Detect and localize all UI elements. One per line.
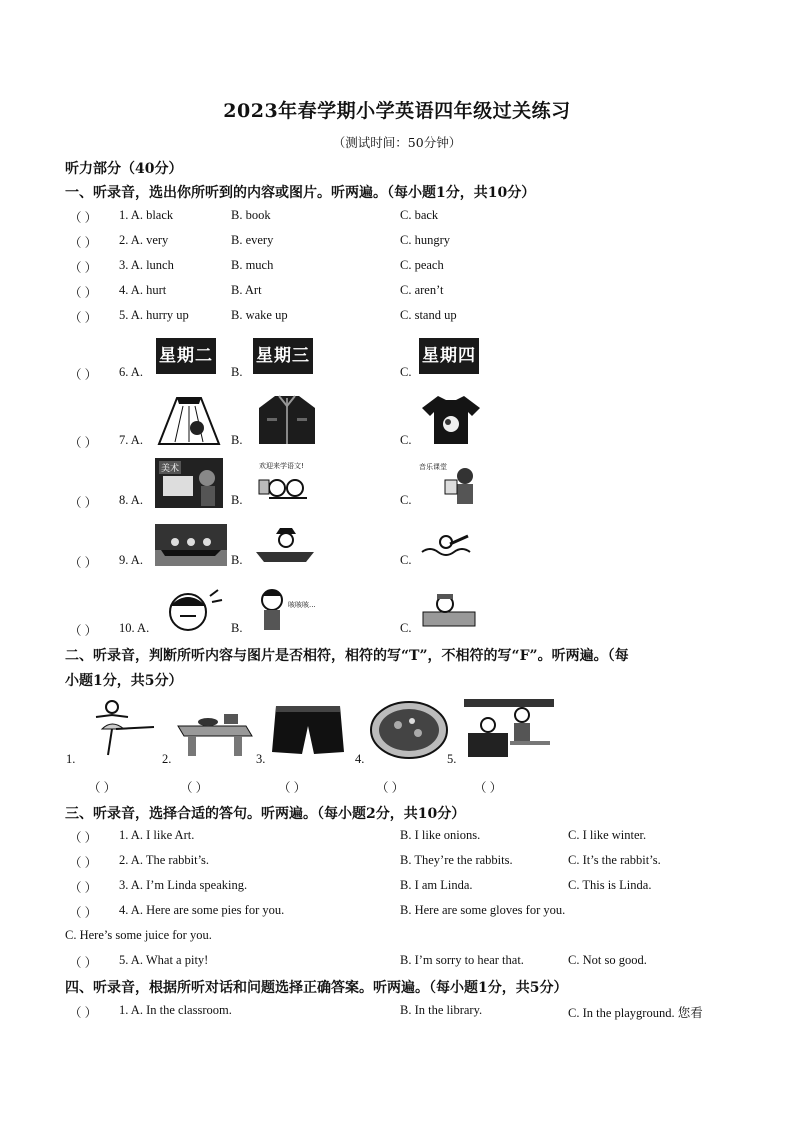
answer-blank[interactable]: （ ） [69,881,98,895]
option-c: C. Not so good. [568,953,647,967]
headache-picture [160,586,226,634]
s2-answer-blank-2[interactable]: （ ） [180,781,209,795]
section4-heading: 四、听录音，根据所听对话和问题选择正确答案。听两遍。（每小题1分，共5分） [65,980,568,996]
option-a: 4. A. hurt [119,283,167,297]
option-b: B. [231,553,243,567]
option-b: B. They’re the rabbits. [400,853,513,867]
boy-in-boat-picture [252,522,318,566]
option-b: B. every [231,233,274,247]
s2-answer-blank-3[interactable]: （ ） [278,781,307,795]
listening-part-heading: 听力部分（40分） [65,161,183,177]
section2-heading-line1: 二、听录音，判断所听内容与图片是否相符，相符的写“T”，不相符的写“F”。听两遍。（每 [65,648,629,664]
cough-caption: 咳咳咳... [288,601,316,609]
section3-heading: 三、听录音，选择合适的答句。听两遍。（每小题2分，共10分） [65,806,466,822]
pizza-picture [368,699,450,761]
option-a: 1. A. In the classroom. [119,1003,232,1017]
s1-question-1 [69,208,749,228]
option-b: B. I like onions. [400,828,481,842]
art-class-picture [155,458,223,508]
answer-blank[interactable]: （ ） [69,831,98,845]
s3-question-4-option-c [65,928,745,948]
ballet-dancer-picture [76,697,160,759]
shorts-picture [268,702,348,758]
option-a: 5. A. hurry up [119,308,189,322]
option-a: 2. A. The rabbit’s. [119,853,210,867]
option-b: B. Here are some gloves for you. [400,903,566,917]
s1-question-2 [69,233,749,253]
option-a: 1. A. black [119,208,174,222]
option-c: C. I like winter. [568,828,647,842]
chinese-class-caption: 欢迎来学语文! [259,462,304,470]
option-c: C. This is Linda. [568,878,652,892]
s2-answer-blank-4[interactable]: （ ） [376,781,405,795]
option-c: C. Here’s some juice for you. [65,928,212,942]
option-b: B. wake up [231,308,288,322]
s3-question-2 [69,853,749,873]
music-class-picture [419,460,479,506]
s2-picture-label-4: 4. [355,752,365,766]
option-a: 9. A. [119,553,143,567]
section2-heading-line2: 小题1分，共5分） [65,673,183,689]
swimming-picture [420,522,476,566]
option-b: B. much [231,258,274,272]
option-b: B. [231,365,243,379]
option-b: B. In the library. [400,1003,483,1017]
s2-picture-label-3: 3. [256,752,266,766]
s3-question-4 [69,903,749,923]
s2-picture-label-5: 5. [447,752,457,766]
option-b: B. I’m sorry to hear that. [400,953,524,967]
weekday-thursday-image: 星期四 [419,338,479,374]
option-c: C. aren’t [400,283,444,297]
answer-blank[interactable]: （ ） [69,311,98,325]
s1-question-4 [69,283,749,303]
option-a: 4. A. Here are some pies for you. [119,903,285,917]
option-c: C. stand up [400,308,457,322]
t-shirt-picture [420,394,482,446]
option-b: B. I am Linda. [400,878,473,892]
page-subtitle: （测试时间：50分钟） [332,135,462,150]
weekday-tuesday-image: 星期二 [156,338,216,374]
s3-question-1 [69,828,749,848]
answer-blank[interactable]: （ ） [69,261,98,275]
skirt-picture [155,394,223,449]
option-c: C. [400,621,412,635]
option-c: C. [400,433,412,447]
answer-blank[interactable]: （ ） [69,286,98,300]
answer-blank[interactable]: （ ） [69,556,98,570]
music-class-caption: 音乐课堂 [419,463,447,471]
s1-question-3 [69,258,749,278]
option-c: C. peach [400,258,444,272]
answer-blank[interactable]: （ ） [69,856,98,870]
s3-question-3 [69,878,749,898]
s2-picture-label-2: 2. [162,752,172,766]
weekday-wednesday-image: 星期三 [253,338,313,374]
option-c: C. back [400,208,439,222]
chinese-class-picture [255,460,319,505]
option-a: 8. A. [119,493,143,507]
s2-answer-blank-1[interactable]: （ ） [88,781,117,795]
option-a: 10. A. [119,621,150,635]
answer-blank[interactable]: （ ） [69,368,98,382]
sick-in-bed-picture [419,586,479,630]
option-c: C. [400,553,412,567]
s4-question-1 [69,1003,749,1023]
boat-race-picture [155,524,227,566]
option-a: 5. A. What a pity! [119,953,209,967]
answer-blank[interactable]: （ ） [69,211,98,225]
answer-blank[interactable]: （ ） [69,236,98,250]
answer-blank[interactable]: （ ） [69,956,98,970]
art-class-caption: 美术 [159,461,181,474]
s1-question-5 [69,308,749,328]
jacket-picture [255,394,319,446]
option-b: B. [231,621,243,635]
option-a: 3. A. I’m Linda speaking. [119,878,248,892]
s2-picture-label-1: 1. [66,752,76,766]
option-a: 3. A. lunch [119,258,174,272]
s2-answer-blank-5[interactable]: （ ） [474,781,503,795]
option-c: C. In the playground. 您看 [568,1006,703,1020]
option-a: 6. A. [119,365,143,379]
option-c: C. [400,493,412,507]
option-c: C. [400,365,412,379]
option-c: C. It’s the rabbit’s. [568,853,661,867]
option-a: 1. A. I like Art. [119,828,195,842]
desk-with-food-picture [172,700,254,760]
s3-question-5 [69,953,749,973]
section1-heading: 一、听录音，选出你所听到的内容或图片。听两遍。（每小题1分，共10分） [65,185,536,201]
family-scene-picture [462,697,556,761]
cough-picture [252,584,322,634]
option-a: 2. A. very [119,233,169,247]
option-b: B. [231,493,243,507]
option-b: B. Art [231,283,262,297]
option-b: B. book [231,208,271,222]
option-a: 7. A. [119,433,143,447]
answer-blank[interactable]: （ ） [69,1006,98,1020]
answer-blank[interactable]: （ ） [69,496,98,510]
answer-blank[interactable]: （ ） [69,906,98,920]
answer-blank[interactable]: （ ） [69,436,98,450]
page-title: 2023年春学期小学英语四年级过关练习 [223,100,571,122]
option-c: C. hungry [400,233,450,247]
option-b: B. [231,433,243,447]
answer-blank[interactable]: （ ） [69,624,98,638]
